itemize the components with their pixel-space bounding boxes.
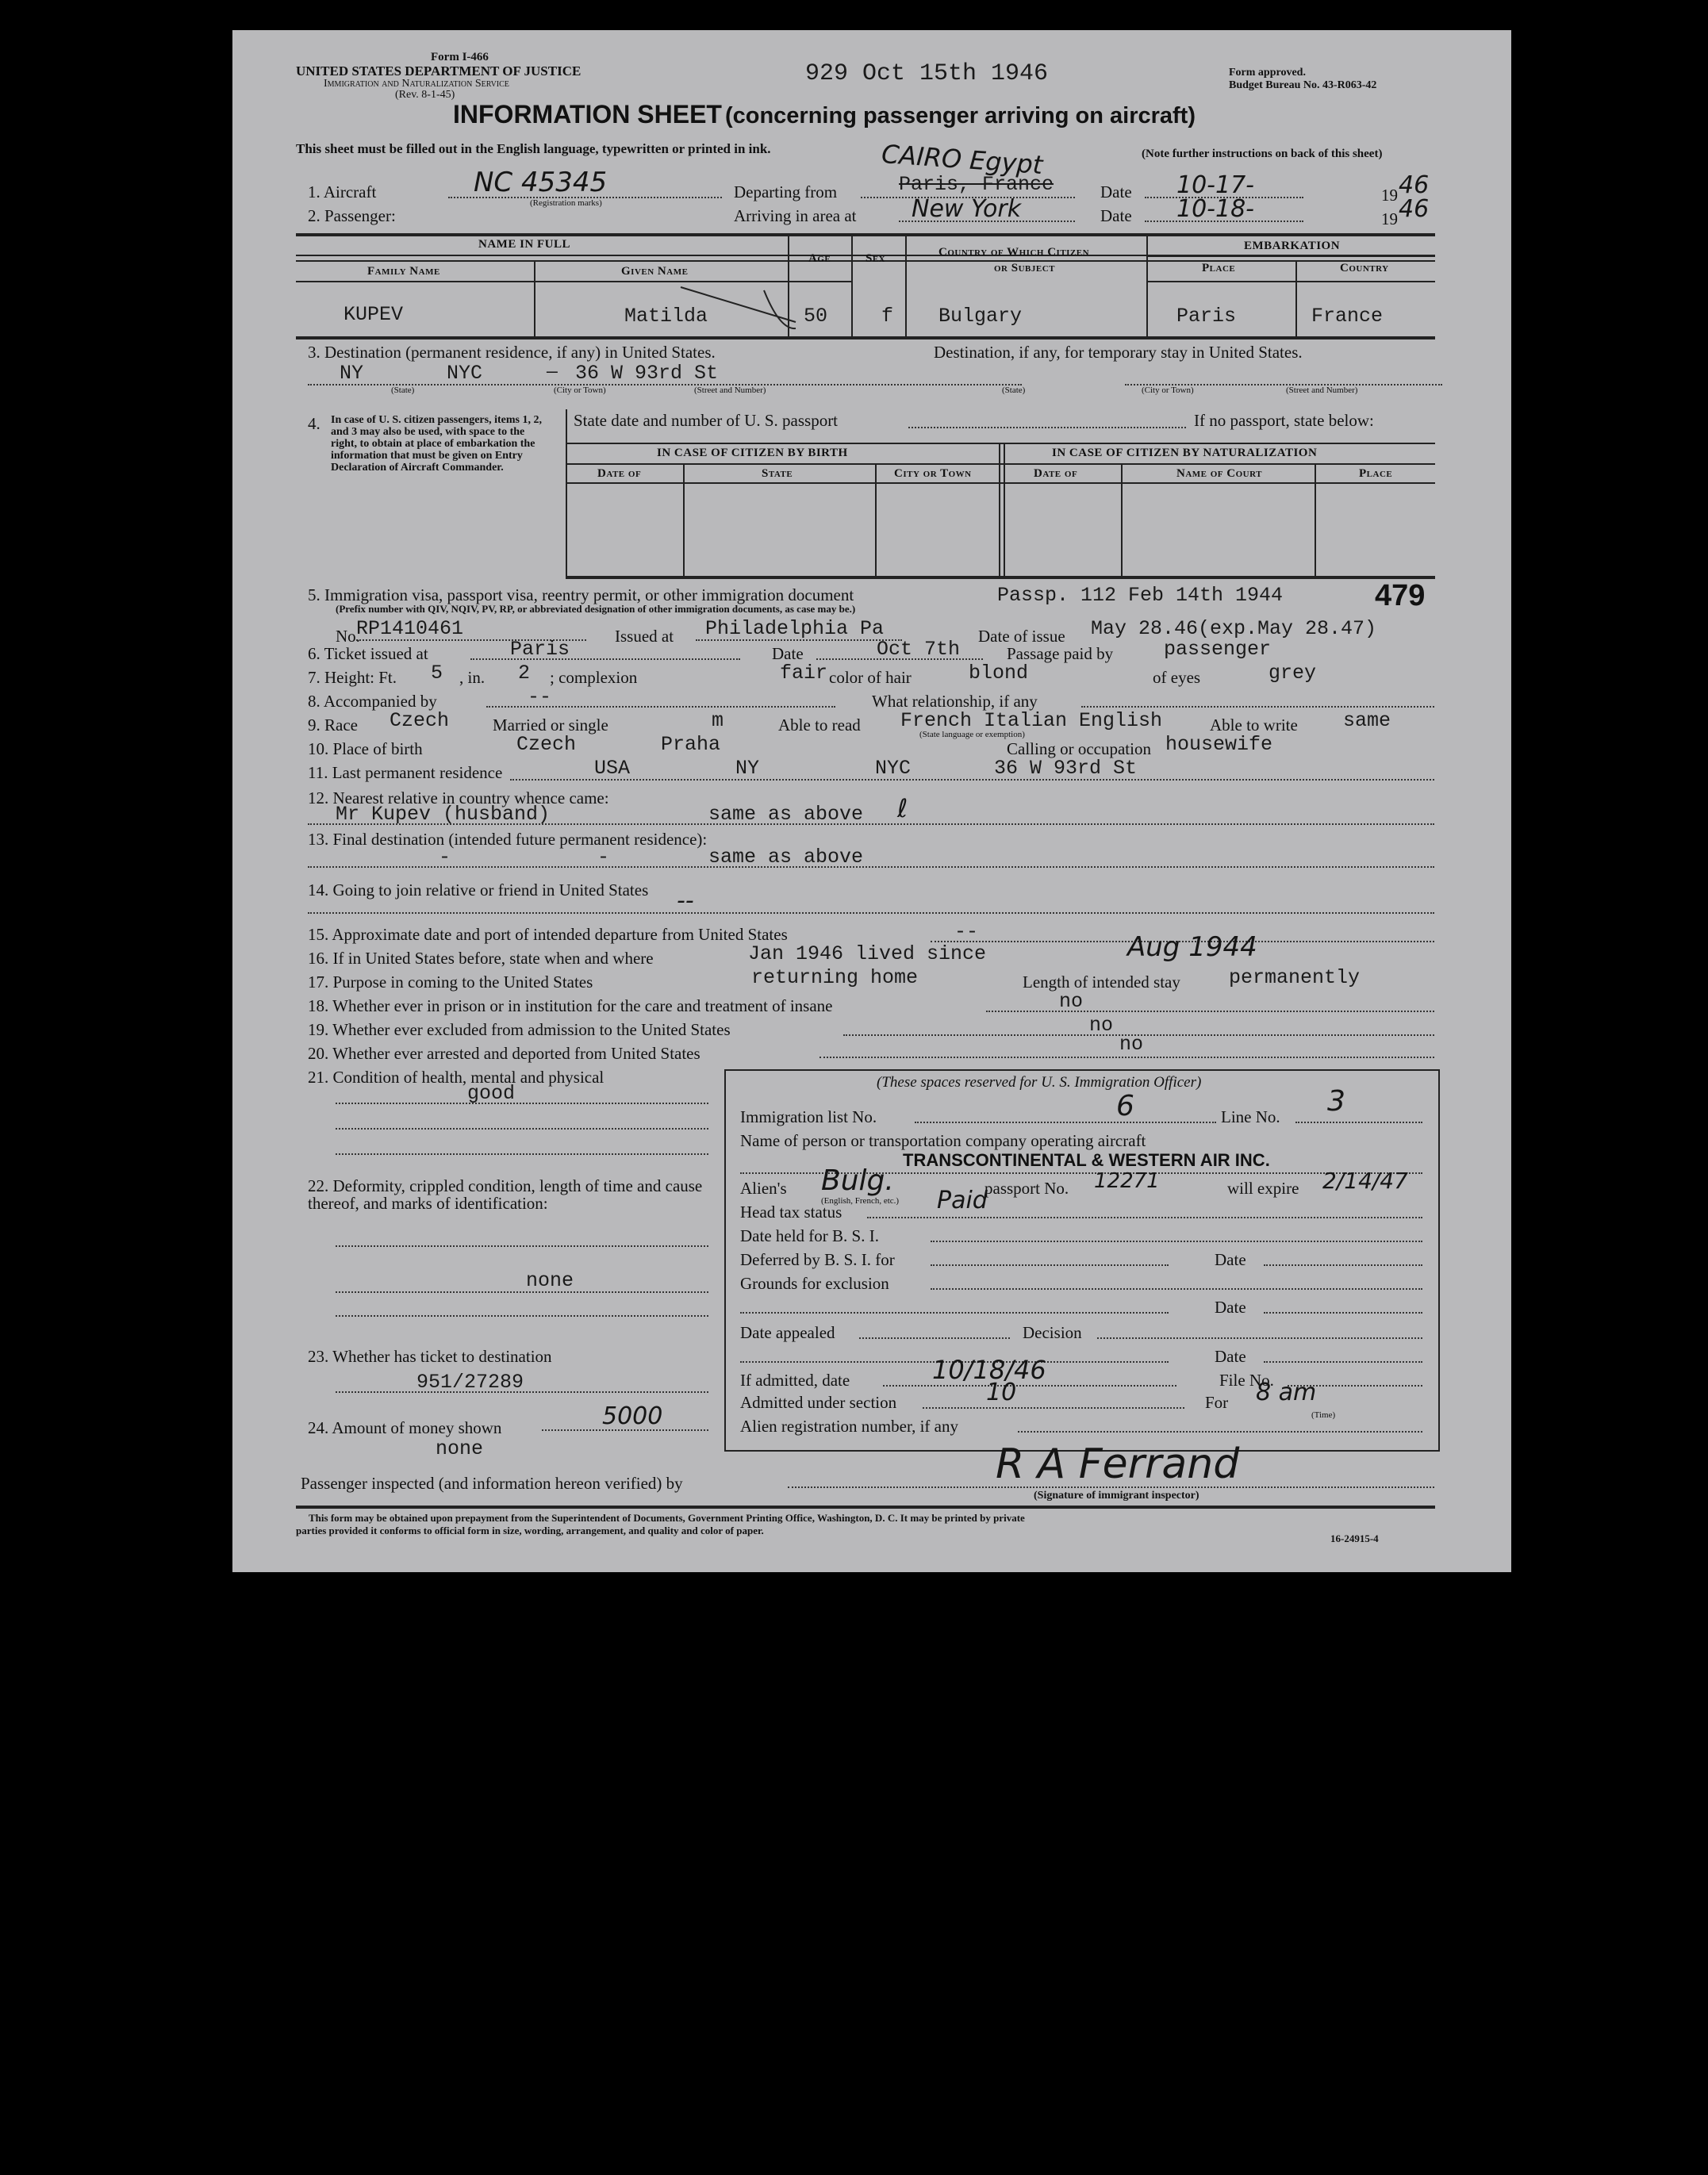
officer-section-title: (These spaces reserved for U. S. Immigration Officer) xyxy=(877,1074,1202,1091)
height-ft-label: 7. Height: Ft. xyxy=(308,668,397,687)
birth-city-value: Praha xyxy=(661,733,721,756)
nat-date-col: Date of xyxy=(1034,467,1078,480)
revision: (Rev. 8-1-45) xyxy=(395,89,455,101)
company-stamp: TRANSCONTINENTAL & WESTERN AIR INC. xyxy=(903,1150,1270,1170)
passport-no-value: 12271 xyxy=(1094,1169,1160,1193)
purpose-value: returning home xyxy=(751,966,919,989)
occupation-label: Calling or occupation xyxy=(1007,739,1151,758)
immigration-list-value: 6 xyxy=(1116,1090,1134,1122)
money-shown-value: 5000 xyxy=(602,1402,663,1430)
passage-paid-value: passenger xyxy=(1164,638,1272,661)
race-value: Czech xyxy=(390,709,450,732)
eye-color-value: grey xyxy=(1269,662,1317,685)
departure-date-label: Date xyxy=(1100,182,1132,201)
line-no-value: 3 xyxy=(1327,1085,1345,1118)
form-title xyxy=(453,100,1196,129)
printing-note-1: This form may be obtained upon prepayment from the Superintendent of Documents, Government Printing Office, Washington, D. C. It may be printed by private xyxy=(309,1512,1025,1524)
height-ft-value: 5 xyxy=(431,662,443,685)
departure-date: 10-17- xyxy=(1176,171,1254,199)
time-caption: (Time) xyxy=(1311,1410,1336,1420)
embarkation-header: EMBARKATION xyxy=(1244,240,1341,252)
ticket-to-destination-label: 23. Whether has ticket to destination xyxy=(308,1347,552,1366)
department-name: UNITED STATES DEPARTMENT OF JUSTICE xyxy=(296,63,581,79)
ticket-date-label: Date xyxy=(772,644,804,663)
able-to-read-value: French Italian English xyxy=(900,709,1163,732)
embark-country-value: France xyxy=(1311,305,1384,328)
arriving-label: Arriving in area at xyxy=(734,206,857,225)
instruction-note: (Note further instructions on back of this sheet) xyxy=(1142,148,1383,160)
immigration-list-label: Immigration list No. xyxy=(740,1107,877,1126)
for-value: 8 am xyxy=(1256,1379,1317,1406)
age-header: Age xyxy=(808,252,831,265)
language-caption: (State language or exemption) xyxy=(919,730,1025,739)
for-label: For xyxy=(1205,1393,1229,1412)
height-in-value: 2 xyxy=(518,662,531,685)
final-destination-country: - xyxy=(439,846,451,869)
occupation-value: housewife xyxy=(1165,733,1273,756)
prison-question-value: no xyxy=(1059,990,1084,1013)
sex-value: f xyxy=(881,305,894,328)
destination-label: 3. Destination (permanent residence, if any) in United States. xyxy=(308,343,716,362)
sex-header: Sex xyxy=(866,252,886,265)
eye-color-label: of eyes xyxy=(1153,668,1201,687)
health-condition-label: 21. Condition of health, mental and physical xyxy=(308,1068,605,1087)
nat-court-col: Name of Court xyxy=(1176,467,1262,480)
married-label: Married or single xyxy=(493,715,608,735)
street-caption: (Street and Number) xyxy=(694,386,766,395)
aircraft-label: 1. Aircraft xyxy=(308,182,377,201)
us-citizen-instructions: In case of U. S. citizen passengers, items 1, 2, and 3 may also be used, with space to the right, to obtain at place of embarkation the information that must be given on Entry Declaration of Aircraft Commander. xyxy=(331,414,542,474)
service-name: Immigration and Naturalization Service xyxy=(324,78,509,90)
departure-year: 46 xyxy=(1399,171,1430,199)
country-header-1: Country of Which Citizen xyxy=(938,246,1090,259)
will-expire-label: will expire xyxy=(1227,1179,1299,1198)
admitted-section-label: Admitted under section xyxy=(740,1393,897,1412)
destination-street: 36 W 93rd St xyxy=(575,362,719,385)
budget-number: Budget Bureau No. 43-R063-42 xyxy=(1229,79,1377,91)
accompanied-by-label: 8. Accompanied by xyxy=(308,692,437,711)
departure-intent-value: -- xyxy=(954,920,979,943)
arrival-date-label: Date xyxy=(1100,206,1132,225)
birth-country-value: Czech xyxy=(516,733,577,756)
document-stamp-number: 479 xyxy=(1375,579,1426,612)
name-in-full-header: NAME IN FULL xyxy=(478,238,571,251)
title-main: INFORMATION SHEET xyxy=(453,100,722,129)
dash-mark: — xyxy=(547,362,558,382)
no-passport-label: If no passport, state below: xyxy=(1194,411,1374,430)
arriving-area: New York xyxy=(912,195,1022,223)
print-code: 16-24915-4 xyxy=(1330,1532,1379,1544)
final-destination-state: - xyxy=(597,846,610,869)
final-destination-label: 13. Final destination (intended future permanent residence): xyxy=(308,830,708,849)
registration-caption: (Registration marks) xyxy=(530,198,602,208)
nearest-relative-name: Mr Kupev (husband) xyxy=(336,803,551,826)
admitted-section-value: 10 xyxy=(986,1379,1017,1406)
last-residence-city: NYC xyxy=(875,757,912,780)
temp-state-caption: (State) xyxy=(1002,386,1026,395)
issued-at-label: Issued at xyxy=(615,627,674,646)
deferred-date-label: Date xyxy=(1215,1250,1246,1269)
alien-caption: (English, French, etc.) xyxy=(821,1196,900,1206)
nearest-relative-address: same as above xyxy=(708,803,864,826)
temp-city-caption: (City or Town) xyxy=(1142,386,1194,395)
city-caption: (City or Town) xyxy=(554,386,606,395)
destination-city: NYC xyxy=(447,362,483,385)
citizen-by-naturalization-header: IN CASE OF CITIZEN BY NATURALIZATION xyxy=(1052,447,1318,459)
prior-stay-label: 16. If in United States before, state when and where xyxy=(308,949,654,968)
age-value: 50 xyxy=(804,305,828,328)
departing-handwritten: CAIRO Egypt xyxy=(880,138,1044,181)
state-caption: (State) xyxy=(391,386,415,395)
deformity-label: 22. Deformity, crippled condition, length of time and cause thereof, and marks of identification: xyxy=(308,1176,703,1213)
family-name-value: KUPEV xyxy=(344,303,404,326)
instruction-text: This sheet must be filled out in the English language, typewritten or printed in ink. xyxy=(296,141,771,156)
date-held-label: Date held for B. S. I. xyxy=(740,1226,879,1245)
last-residence-label: 11. Last permanent residence xyxy=(308,763,503,782)
embark-place-header: Place xyxy=(1202,262,1236,274)
information-sheet-form xyxy=(232,30,1511,1572)
able-to-read-label: Able to read xyxy=(778,715,861,735)
company-label: Name of person or transportation company operating aircraft xyxy=(740,1131,1146,1150)
file-no-label: File No. xyxy=(1219,1371,1274,1390)
form-approved: Form approved. xyxy=(1229,67,1306,79)
last-residence-street: 36 W 93rd St xyxy=(994,757,1138,780)
birth-date-col: Date of xyxy=(597,467,642,480)
admitted-date-value: 10/18/46 xyxy=(932,1355,1046,1385)
title-sub: (concerning passenger arriving on aircraft) xyxy=(724,103,1196,129)
stamp-number: 929 Oct 15th 1946 xyxy=(805,60,1049,87)
ticket-issued-value: Paris xyxy=(510,638,570,661)
item-4-number: 4. xyxy=(308,414,320,433)
citizen-by-birth-header: IN CASE OF CITIZEN BY BIRTH xyxy=(657,447,848,459)
immigration-doc-label: 5. Immigration visa, passport visa, reentry permit, or other immigration document xyxy=(308,585,854,604)
immigration-doc-value: Passp. 112 Feb 14th 1944 xyxy=(997,584,1284,607)
aircraft-registration: NC 45345 xyxy=(474,167,608,198)
citizenship-value: Bulgary xyxy=(938,305,1023,328)
date-of-issue-label: Date of issue xyxy=(978,627,1065,646)
prior-stay-handwritten: Aug 1944 xyxy=(1127,931,1257,963)
excluded-question-value: no xyxy=(1089,1014,1114,1037)
ticket-issued-label: 6. Ticket issued at xyxy=(308,644,428,663)
doc-number-value: RP1410461 xyxy=(356,617,464,640)
passport-no-label: passport No. xyxy=(984,1179,1069,1198)
deported-question-label: 20. Whether ever arrested and deported from United States xyxy=(308,1044,700,1063)
family-name-header: Family Name xyxy=(367,265,440,278)
date-appealed-label: Date appealed xyxy=(740,1323,835,1342)
form-number: Form I-466 xyxy=(431,51,489,63)
issued-at-value: Philadelphia Pa xyxy=(705,617,885,640)
race-label: 9. Race xyxy=(308,715,358,735)
us-passport-label: State date and number of U. S. passport xyxy=(574,411,839,430)
relationship-label: What relationship, if any xyxy=(872,692,1038,711)
height-in-label: , in. xyxy=(459,668,486,687)
printing-note-2: parties provided it conforms to official form in size, wording, arrangement, and quality and color of paper. xyxy=(296,1525,764,1536)
arrival-year-prefix: 19 xyxy=(1381,209,1398,228)
departure-year-prefix: 19 xyxy=(1381,186,1398,205)
head-tax-label: Head tax status xyxy=(740,1203,842,1222)
prefix-note: (Prefix number with QIV, NQIV, PV, RP, or abbreviated designation of other immigration documents, as case may be.) xyxy=(336,603,856,615)
grounds-exclusion-label: Grounds for exclusion xyxy=(740,1274,889,1293)
hair-color-label: color of hair xyxy=(829,668,912,687)
doc-number-label: No. xyxy=(336,627,360,646)
line-no-label: Line No. xyxy=(1221,1107,1280,1126)
passenger-label: 2. Passenger: xyxy=(308,206,396,225)
accompanied-by-value: -- xyxy=(528,685,552,708)
exclusion-date-label: Date xyxy=(1215,1298,1246,1317)
departure-intent-label: 15. Approximate date and port of intended departure from United States xyxy=(308,925,788,944)
handwritten-tick: ℓ xyxy=(897,793,908,823)
departing-typed: Paris, France xyxy=(899,173,1054,196)
given-name-value: Matilda xyxy=(624,305,708,328)
will-expire-value: 2/14/47 xyxy=(1322,1168,1408,1194)
place-of-birth-label: 10. Place of birth xyxy=(308,739,423,758)
hair-color-value: blond xyxy=(969,662,1029,685)
ticket-to-destination-value: 951/27289 xyxy=(416,1371,524,1394)
given-name-header: Given Name xyxy=(621,265,689,278)
destination-state: NY xyxy=(340,362,364,385)
ticket-date-value: Oct 7th xyxy=(877,638,961,661)
complexion-value: fair xyxy=(780,662,828,685)
length-of-stay-value: permanently xyxy=(1229,966,1361,989)
inspector-signature: R A Ferrand xyxy=(996,1440,1240,1488)
money-shown-note: none xyxy=(436,1437,484,1460)
alien-label: Alien's xyxy=(740,1179,787,1198)
able-to-write-label: Able to write xyxy=(1210,715,1298,735)
decision-label: Decision xyxy=(1023,1323,1082,1342)
country-header-2: or Subject xyxy=(994,262,1055,274)
nat-place-col: Place xyxy=(1359,467,1393,480)
departing-label: Departing from xyxy=(734,182,838,201)
temp-street-caption: (Street and Number) xyxy=(1286,386,1358,395)
able-to-write-value: same xyxy=(1343,709,1391,732)
nearest-relative-label: 12. Nearest relative in country whence came: xyxy=(308,788,609,807)
excluded-question-label: 19. Whether ever excluded from admission to the United States xyxy=(308,1020,731,1039)
head-tax-value: Paid xyxy=(937,1187,988,1214)
date-of-issue-value: May 28.46(exp.May 28.47) xyxy=(1091,617,1377,640)
complexion-label: ; complexion xyxy=(550,668,638,687)
married-value: m xyxy=(712,709,724,732)
signature-caption: (Signature of immigrant inspector) xyxy=(1034,1490,1199,1502)
last-residence-country: USA xyxy=(594,757,631,780)
embark-place-value: Paris xyxy=(1176,305,1237,328)
length-of-stay-label: Length of intended stay xyxy=(1023,972,1180,992)
arrival-year: 46 xyxy=(1399,195,1430,223)
alien-registration-label: Alien registration number, if any xyxy=(740,1417,958,1436)
join-relative-label: 14. Going to join relative or friend in United States xyxy=(308,880,649,900)
join-relative-value: -- xyxy=(677,887,694,915)
passage-paid-label: Passage paid by xyxy=(1007,644,1114,663)
money-shown-label: 24. Amount of money shown xyxy=(308,1418,502,1437)
health-condition-value: good xyxy=(467,1082,516,1105)
deformity-value: none xyxy=(526,1269,574,1292)
alien-value: Bulg. xyxy=(821,1164,894,1197)
deferred-label: Deferred by B. S. I. for xyxy=(740,1250,895,1269)
birth-state-col: State xyxy=(762,467,793,480)
temp-destination-label: Destination, if any, for temporary stay in United States. xyxy=(934,343,1303,362)
prison-question-label: 18. Whether ever in prison or in institution for the care and treatment of insane xyxy=(308,996,833,1015)
final-destination-address: same as above xyxy=(708,846,864,869)
birth-city-col: City or Town xyxy=(894,467,972,480)
prior-stay-value: Jan 1946 lived since xyxy=(748,942,987,965)
inspected-by-label: Passenger inspected (and information hereon verified) by xyxy=(301,1474,683,1493)
last-residence-state: NY xyxy=(735,757,760,780)
purpose-label: 17. Purpose in coming to the United States xyxy=(308,972,593,992)
admitted-date-label: If admitted, date xyxy=(740,1371,850,1390)
pen-stroke-mark xyxy=(677,282,804,333)
decision-date-label: Date xyxy=(1215,1347,1246,1366)
deported-question-value: no xyxy=(1119,1033,1144,1056)
embark-country-header: Country xyxy=(1340,262,1389,274)
arrival-date: 10-18- xyxy=(1176,195,1254,223)
